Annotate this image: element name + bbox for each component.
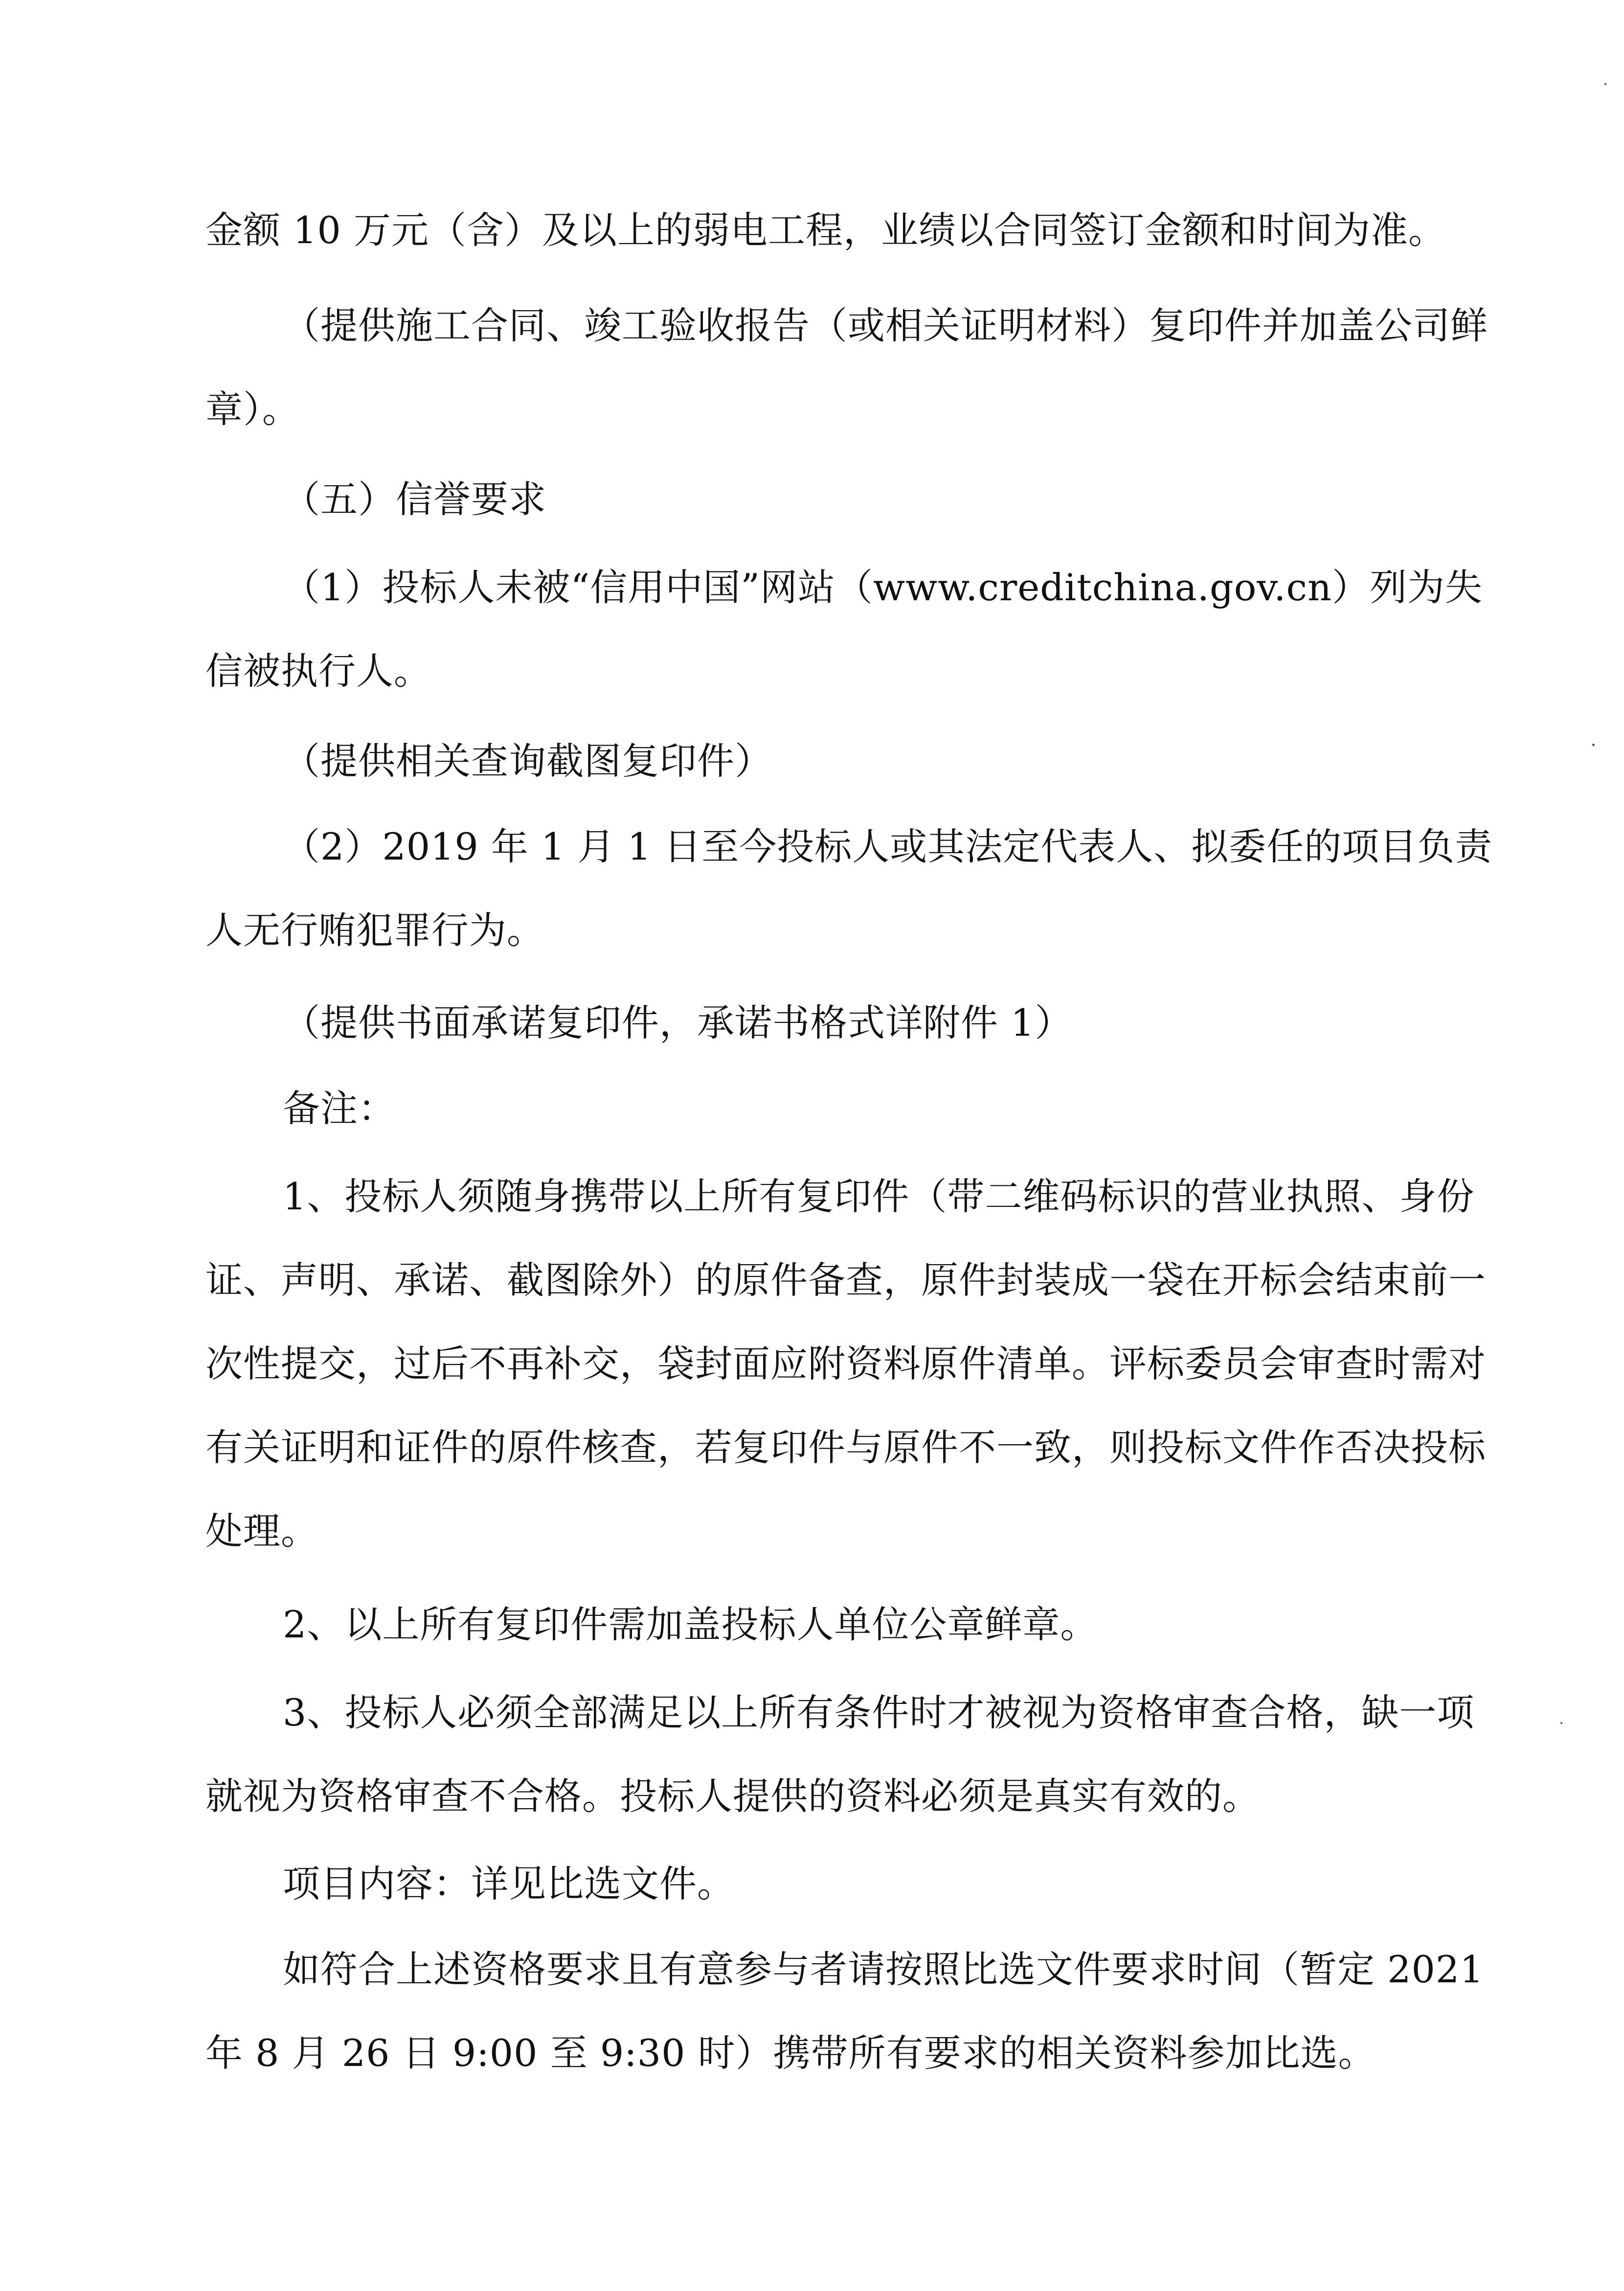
notes-heading: 备注：: [283, 1087, 396, 1130]
note-3-qualification: 3、投标人必须全部满足以上所有条件时才被视为资格审查合格，缺一项就视为资格审查不合格。投标人提供的资料必须是真实有效的。: [205, 1691, 1475, 1818]
note-2-seal: 2、以上所有复印件需加盖投标人单位公章鲜章。: [283, 1603, 1098, 1646]
scan-speck: [1592, 744, 1595, 746]
scan-speck: [1604, 83, 1606, 85]
section-heading-reputation: （五）信誉要求: [283, 477, 546, 521]
paragraph-project-content: 项目内容：详见比选文件。: [283, 1862, 735, 1905]
paragraph-no-bribery: （2）2019 年 1 月 1 日至今投标人或其法定代表人、拟委任的项目负责人无行贿犯罪行为。: [205, 825, 1493, 952]
paragraph-provide-commitment: （提供书面承诺复印件，承诺书格式详附件 1）: [283, 1001, 1073, 1044]
paragraph-participation-time: 如符合上述资格要求且有意参与者请按照比选文件要求时间（暂定 2021 年 8 月 26 日 9:00 至 9:30 时）携带所有要求的相关资料参加比选。: [205, 1948, 1484, 2075]
paragraph-performance-amount: 金额 10 万元（含）及以上的弱电工程，业绩以合同签订金额和时间为准。: [205, 208, 1446, 252]
note-1-originals: 1、投标人须随身携带以上所有复印件（带二维码标识的营业执照、身份证、声明、承诺、截图除外）的原件备查，原件封装成一袋在开标会结束前一次性提交，过后不再补交，袋封面应附资料原件清单。评标委员会审查时需对有关证明和证件的原件核查，若复印件与原件不一致，则投标文件作否决投标处理。: [205, 1175, 1486, 1553]
paragraph-provide-contract: （提供施工合同、竣工验收报告（或相关证明材料）复印件并加盖公司鲜章）。: [205, 304, 1488, 431]
scan-speck: [1560, 1722, 1562, 1724]
paragraph-provide-screenshot: （提供相关查询截图复印件）: [283, 739, 772, 783]
paragraph-credit-china: （1）投标人未被“信用中国”网站（www.creditchina.gov.cn）列为失信被执行人。: [205, 566, 1483, 693]
